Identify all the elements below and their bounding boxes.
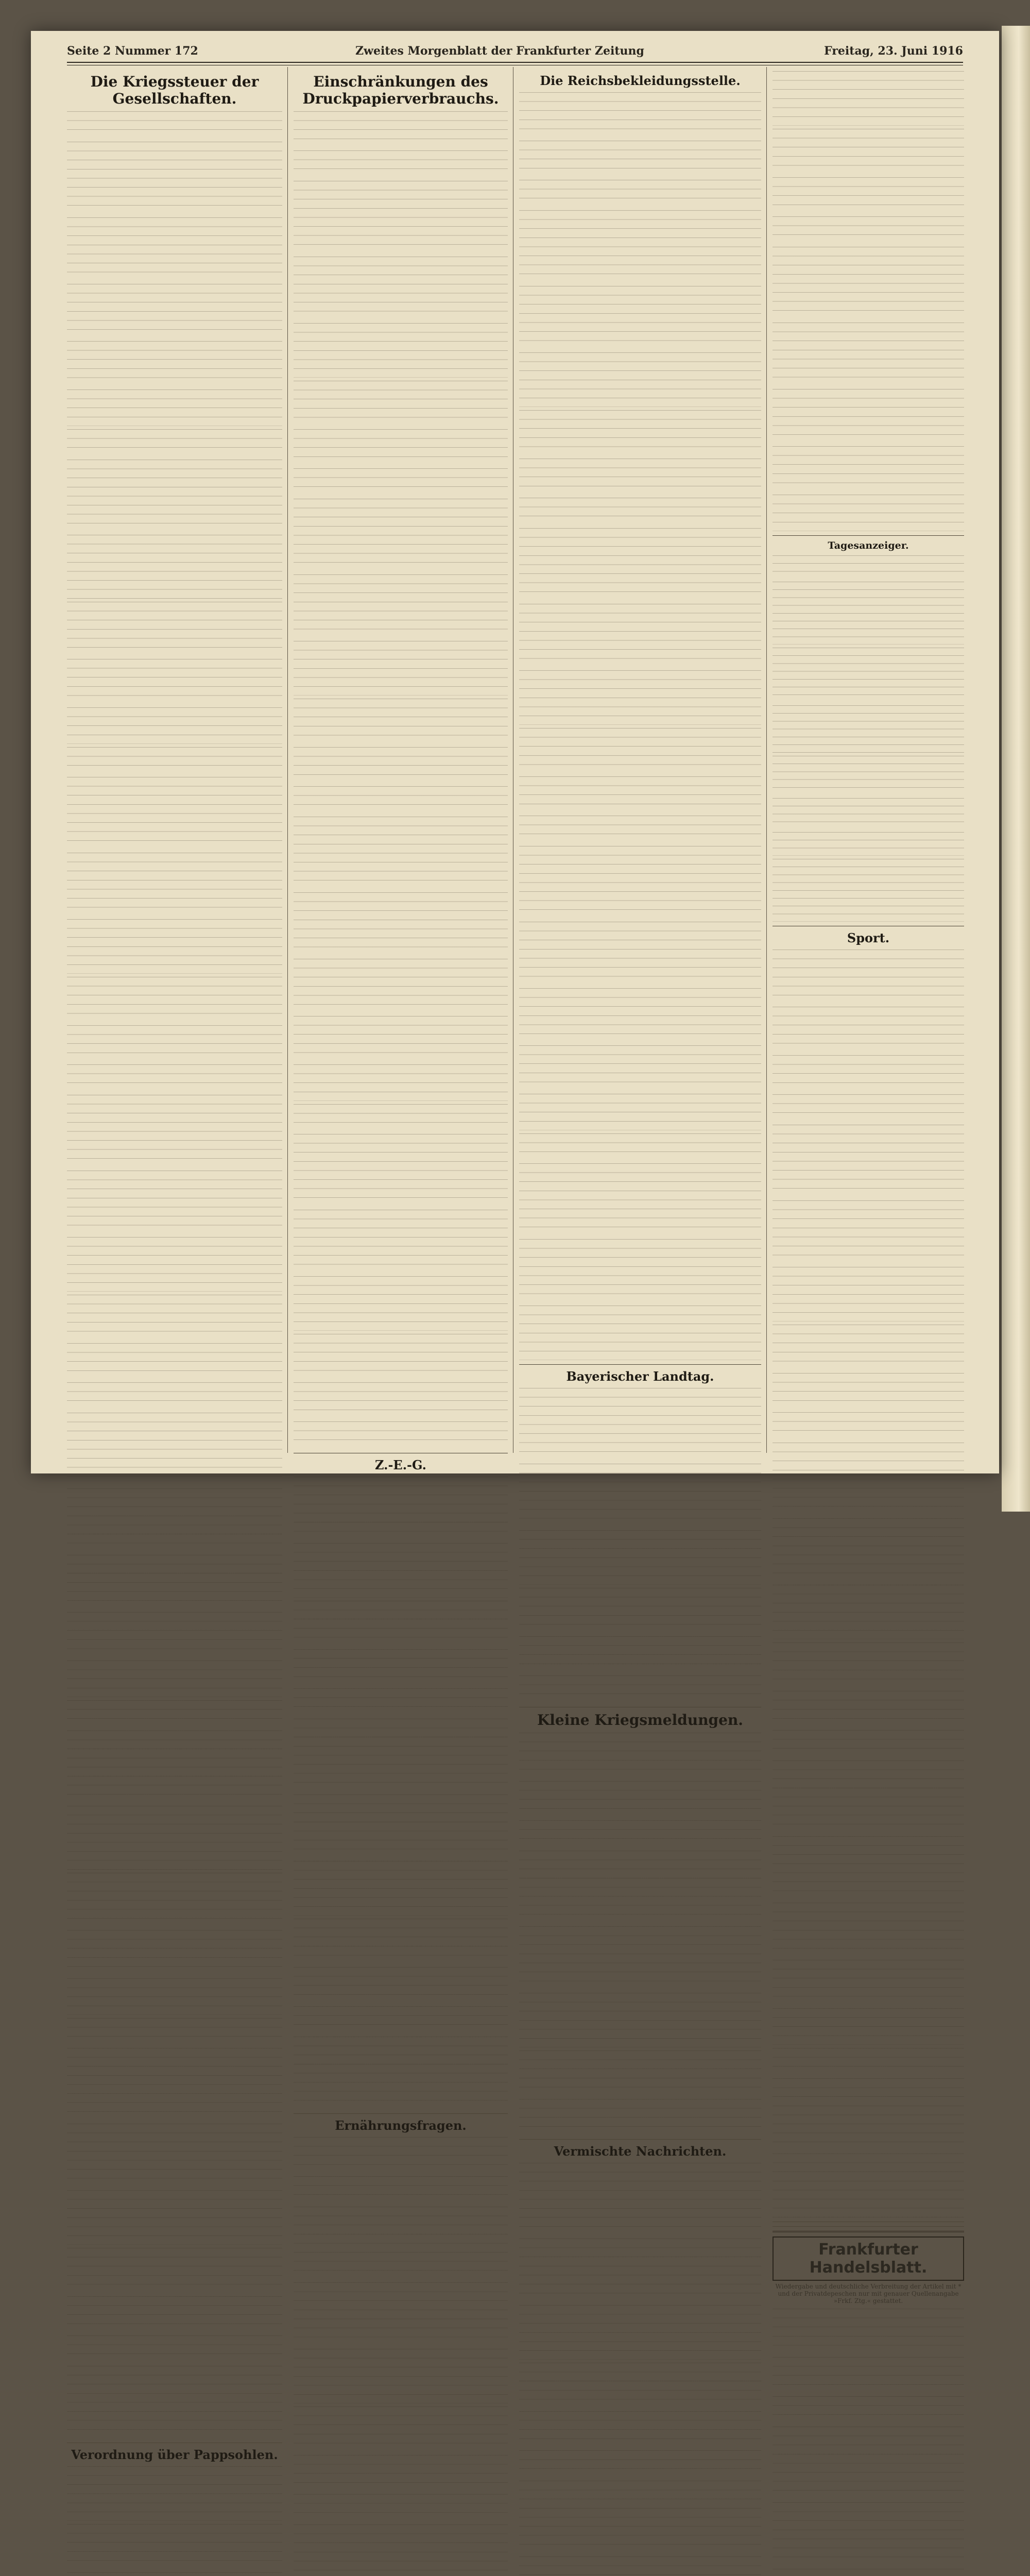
- paragraph: [294, 892, 508, 956]
- paragraph: [772, 2309, 964, 2354]
- section-divider: [772, 2226, 964, 2227]
- paragraph: [772, 832, 964, 856]
- paragraph: [294, 2494, 508, 2521]
- paragraph: [772, 1760, 964, 1833]
- paragraph: [294, 817, 508, 889]
- paragraph: [67, 1488, 282, 1552]
- paragraph: [67, 1413, 282, 1485]
- paragraph: [294, 699, 508, 744]
- paragraph: [519, 528, 761, 601]
- paragraph: [294, 1334, 508, 1379]
- paragraph: [519, 1781, 761, 1817]
- paragraph: [67, 1806, 282, 1869]
- paragraph: [519, 1993, 761, 2047]
- section-heading: Kleine Kriegsmeldungen.: [537, 1711, 744, 1728]
- paragraph: [772, 2154, 964, 2217]
- paragraph: [67, 1612, 282, 1657]
- paragraph: [519, 180, 761, 207]
- paragraph: [519, 988, 761, 1043]
- page-number: Seite 2 Nummer 172: [67, 44, 198, 58]
- paragraph: [772, 446, 964, 492]
- paragraph: [772, 495, 964, 531]
- paragraph: [772, 582, 964, 645]
- paragraph: [519, 1306, 761, 1360]
- paragraph: [772, 2396, 964, 2424]
- paragraph: [294, 2349, 508, 2403]
- section-heading: Ernährungsfragen.: [335, 2117, 467, 2133]
- paragraph: [67, 853, 282, 916]
- paragraph: [67, 142, 282, 214]
- column-3: [519, 71, 761, 2159]
- paragraph: [519, 459, 761, 495]
- paragraph: [67, 2366, 282, 2438]
- paragraph: [519, 1820, 761, 1848]
- paragraph: [772, 1267, 964, 1321]
- handelsblatt-subtitle: Wiedergabe und deutschliche Verbreitung der Artikel mit * und der Privatdepeschen nur mit genauer Quellenangabe »Frkf. Ztg.« gestattet.: [775, 2282, 962, 2304]
- paragraph: [772, 859, 964, 922]
- paragraph: [519, 1636, 761, 1672]
- paragraph: [67, 2018, 282, 2045]
- section-divider: [519, 2139, 761, 2140]
- paragraph: [294, 959, 508, 1013]
- paragraph: [294, 1861, 508, 1916]
- column-4: [772, 71, 964, 2304]
- paragraph: [519, 1926, 761, 1990]
- paragraph: [67, 1731, 282, 1803]
- section-divider: [772, 535, 964, 536]
- section-heading: Z.-E.-G.: [374, 1458, 427, 1473]
- paragraph: [294, 499, 508, 571]
- paragraph: [772, 1007, 964, 1052]
- paragraph: [67, 919, 282, 974]
- paragraph: [772, 1443, 964, 1515]
- paragraph: [772, 2427, 964, 2499]
- paragraph: [519, 728, 761, 773]
- section-heading: Einschränkungen des Druckpapierverbrauchs.: [302, 73, 499, 107]
- paragraph: [294, 1016, 508, 1061]
- paragraph: [519, 846, 761, 919]
- masthead: [67, 41, 963, 63]
- paragraph: [67, 747, 282, 774]
- paragraph: [294, 1649, 508, 1685]
- column-rule: [287, 67, 288, 1453]
- paragraph: [772, 1585, 964, 1639]
- paragraph: [294, 429, 508, 465]
- paragraph: [772, 1903, 964, 1957]
- paragraph: [67, 2048, 282, 2121]
- paragraph: [519, 2450, 761, 2478]
- paragraph: [519, 2305, 761, 2360]
- paragraph: [294, 1919, 508, 1964]
- paragraph: [294, 323, 508, 378]
- paragraph: [67, 1171, 282, 1234]
- newspaper-title: Zweites Morgenblatt der Frankfurter Zeitung: [355, 44, 644, 58]
- paragraph: [67, 2248, 282, 2293]
- paragraph: [67, 1382, 282, 1410]
- paragraph: [772, 1518, 964, 1582]
- paragraph: [294, 1794, 508, 1858]
- paragraph: [772, 129, 964, 174]
- paragraph: [67, 777, 282, 850]
- paragraph: [294, 1477, 508, 1540]
- paragraph: [67, 1660, 282, 1697]
- paragraph: [67, 2296, 282, 2332]
- paragraph: [772, 71, 964, 126]
- paragraph: [772, 1094, 964, 1122]
- paragraph: [67, 2572, 282, 2576]
- handelsblatt-rule: [772, 2231, 964, 2232]
- paragraph: [519, 1675, 761, 1703]
- paragraph: [519, 2239, 761, 2302]
- section-heading: Die Reichsbekleidungsstelle.: [540, 73, 741, 88]
- paragraph: [67, 659, 282, 704]
- paragraph: [67, 1930, 282, 1975]
- paragraph: [519, 498, 761, 525]
- paragraph: [772, 705, 964, 752]
- paragraph: [772, 2048, 964, 2075]
- paragraph: [67, 2524, 282, 2569]
- paragraph: [519, 1163, 761, 1236]
- paragraph: [519, 670, 761, 725]
- paragraph: [294, 257, 508, 320]
- section-divider: [519, 1364, 761, 1365]
- paragraph: [67, 111, 282, 139]
- column-rule: [766, 67, 767, 1453]
- paragraph: [67, 284, 282, 338]
- paragraph: [67, 1064, 282, 1092]
- paragraph: [519, 2411, 761, 2447]
- paragraph: [294, 1210, 508, 1273]
- paragraph: [519, 1851, 761, 1923]
- paragraph: [772, 177, 964, 213]
- paragraph: [519, 816, 761, 843]
- paragraph: [294, 1543, 508, 1598]
- paragraph: [519, 1239, 761, 1302]
- paragraph: [519, 2099, 761, 2135]
- paragraph: [294, 2282, 508, 2346]
- paragraph: [772, 950, 964, 1004]
- paragraph: [519, 604, 761, 667]
- paragraph: [519, 1464, 761, 1527]
- paragraph: [519, 92, 761, 138]
- paragraph: [294, 1421, 508, 1449]
- paragraph: [294, 2176, 508, 2204]
- paragraph: [772, 389, 964, 444]
- paragraph: [294, 2455, 508, 2491]
- paragraph: [294, 1382, 508, 1418]
- paragraph: [67, 1978, 282, 2014]
- paragraph: [67, 535, 282, 598]
- paragraph: [67, 2466, 282, 2521]
- paragraph: [772, 756, 964, 795]
- section-heading: Sport.: [847, 930, 890, 945]
- paragraph: [294, 2137, 508, 2173]
- paragraph: [772, 1055, 964, 1091]
- paragraph: [67, 429, 282, 456]
- paragraph: [772, 2078, 964, 2151]
- section-heading: Die Kriegssteuer der Gesellschaften.: [90, 73, 259, 107]
- paragraph: [294, 1967, 508, 2003]
- paragraph: [772, 1642, 964, 1688]
- paragraph: [519, 2163, 761, 2235]
- newspaper-page: [31, 31, 999, 2462]
- paragraph: [772, 1691, 964, 1727]
- paragraph: [67, 217, 282, 281]
- paragraph: [294, 181, 508, 253]
- paragraph: [67, 1700, 282, 1727]
- section-heading: Tagesanzeiger.: [828, 539, 909, 551]
- paragraph: [67, 1343, 282, 1379]
- paragraph: [67, 1095, 282, 1167]
- paragraph: [519, 2481, 761, 2553]
- paragraph: [519, 1045, 761, 1091]
- paragraph: [67, 1237, 282, 1292]
- paragraph: [67, 341, 282, 386]
- paragraph: [67, 389, 282, 426]
- paragraph: [772, 1325, 964, 1370]
- column-1: [67, 71, 282, 2462]
- paragraph: [772, 2357, 964, 2393]
- paragraph: [67, 460, 282, 532]
- paragraph: [772, 216, 964, 244]
- paragraph: [519, 210, 761, 283]
- paragraph: [67, 2124, 282, 2187]
- paragraph: [772, 1200, 964, 1264]
- paragraph: [519, 352, 761, 407]
- paragraph: [519, 410, 761, 455]
- paragraph: [519, 922, 761, 985]
- paragraph: [67, 2190, 282, 2245]
- paragraph: [519, 2363, 761, 2408]
- section-heading: Bayerischer Landtag.: [566, 1369, 714, 1384]
- paragraph: [772, 1125, 964, 1197]
- paragraph: [519, 776, 761, 812]
- paragraph: [772, 1373, 964, 1409]
- section-divider: [294, 2113, 508, 2114]
- paragraph: [519, 1094, 761, 1130]
- paragraph: [294, 641, 508, 696]
- paragraph: [294, 2207, 508, 2279]
- adjacent-page-edge: [1002, 26, 1030, 1512]
- paragraph: [67, 602, 282, 656]
- paragraph: [67, 977, 282, 1022]
- paragraph: [294, 786, 508, 814]
- paragraph: [67, 2335, 282, 2363]
- section-heading: Verordnung über Pappsohlen.: [71, 2447, 278, 2462]
- paragraph: [772, 2502, 964, 2566]
- paragraph: [294, 468, 508, 496]
- paragraph: [519, 141, 761, 177]
- paragraph: [519, 2050, 761, 2096]
- paragraph: [67, 707, 282, 743]
- paragraph: [519, 2556, 761, 2576]
- paragraph: [67, 1873, 282, 1927]
- paragraph: [772, 1730, 964, 1757]
- paragraph: [519, 1388, 761, 1461]
- paragraph: [294, 1688, 508, 1716]
- issue-date: Freitag, 23. Juni 1916: [824, 44, 963, 58]
- paragraph: [772, 2569, 964, 2576]
- paragraph: [294, 1104, 508, 1131]
- paragraph: [519, 1588, 761, 1633]
- paragraph: [772, 2008, 964, 2044]
- column-2: [294, 71, 508, 2133]
- paragraph: [67, 1295, 282, 1340]
- paragraph: [772, 247, 964, 319]
- paragraph: [772, 1960, 964, 2005]
- paragraph: [772, 798, 964, 829]
- paragraph: [294, 381, 508, 426]
- paragraph: [772, 555, 964, 579]
- paragraph: [294, 1276, 508, 1331]
- paragraph: [772, 323, 964, 386]
- paragraph: [772, 648, 964, 702]
- paragraph: [519, 286, 761, 349]
- paragraph: [294, 2037, 508, 2109]
- paragraph: [519, 1530, 761, 1585]
- paragraph: [294, 111, 508, 147]
- paragraph: [294, 150, 508, 178]
- paragraph: [294, 747, 508, 783]
- paragraph: [294, 1134, 508, 1207]
- paragraph: [294, 2406, 508, 2452]
- paragraph: [519, 1133, 761, 1161]
- paragraph: [772, 1836, 964, 1900]
- paragraph: [67, 1025, 282, 1061]
- paragraph: [67, 1555, 282, 1609]
- paragraph: [772, 1412, 964, 1439]
- paragraph: [294, 2006, 508, 2033]
- paragraph: [519, 1733, 761, 1778]
- paragraph: [294, 574, 508, 638]
- paragraph: [294, 1719, 508, 1791]
- paragraph: [294, 1601, 508, 1646]
- handelsblatt-title: Frankfurter Handelsblatt.: [772, 2236, 964, 2281]
- paragraph: [294, 2524, 508, 2576]
- paragraph: [294, 1064, 508, 1100]
- section-heading: Vermischte Nachrichten.: [554, 2143, 727, 2159]
